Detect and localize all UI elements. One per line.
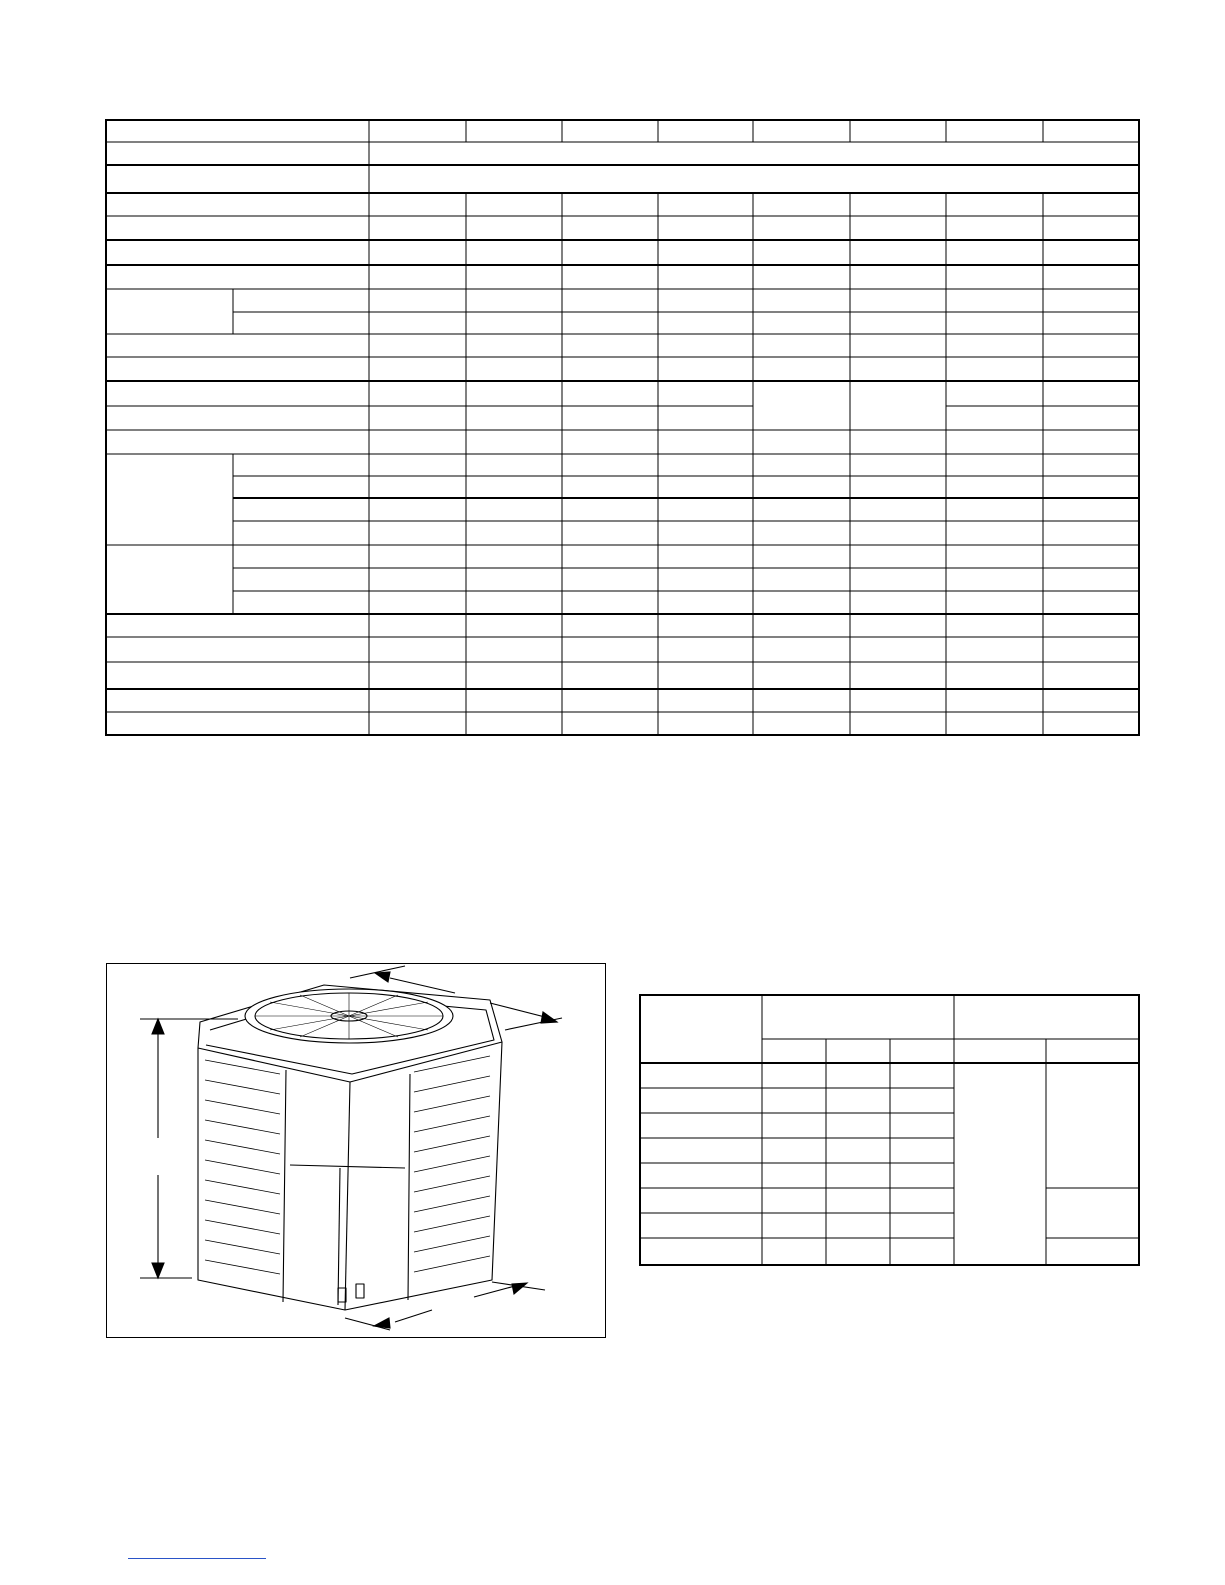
footer-link-underline [128,1558,266,1559]
